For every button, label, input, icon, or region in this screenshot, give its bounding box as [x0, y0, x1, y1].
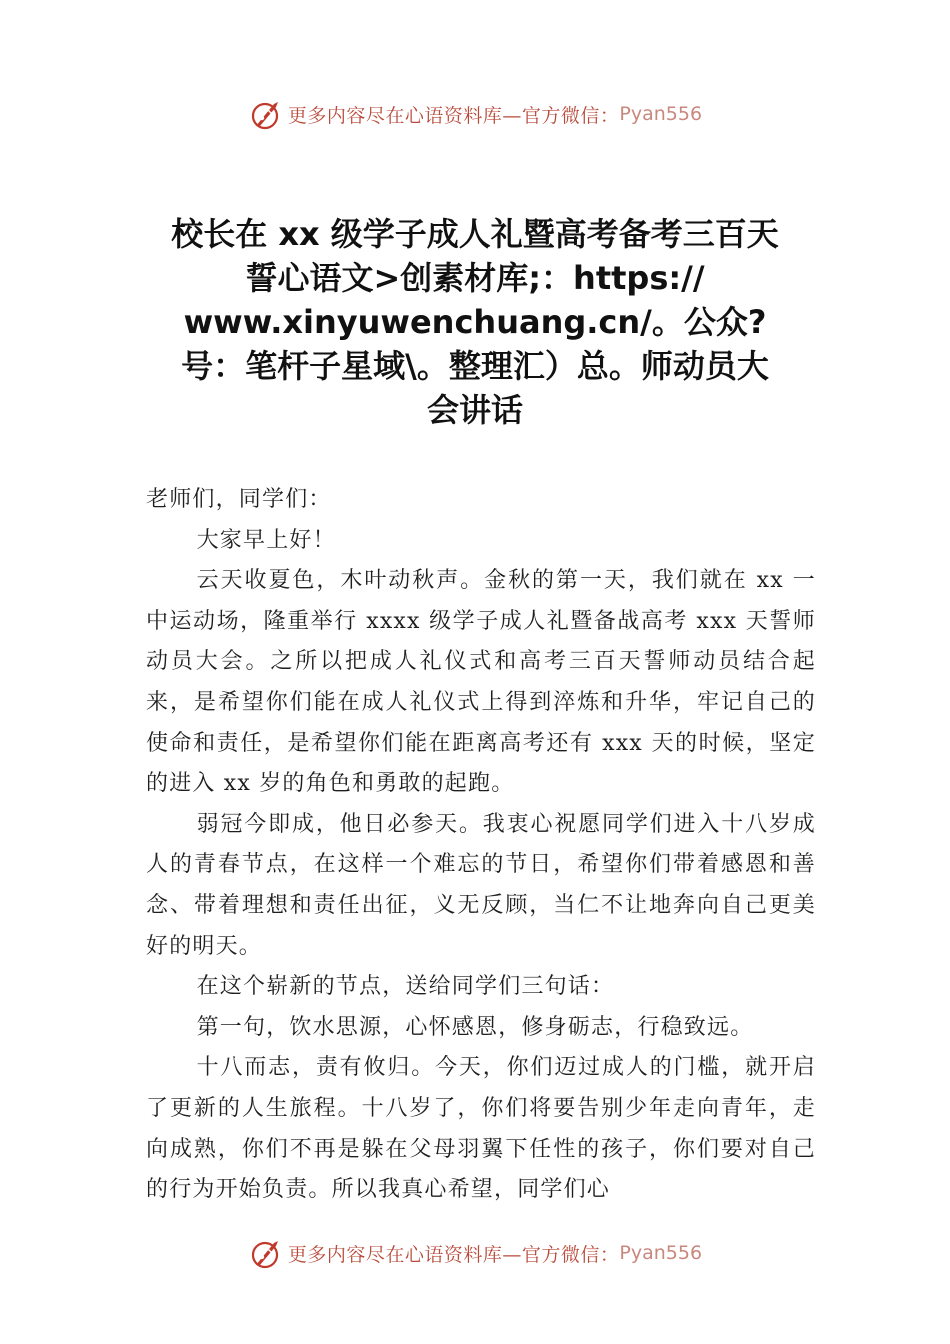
paragraph: 十八而志，责有攸归。今天，你们迈过成人的门槛，就开启了更新的人生旅程。十八岁了，你们将要告别少年走向青年，走向成熟，你们不再是躲在父母羽翼下任性的孩子，你们要对自己的行为开始负责。所以我真心希望，同学们心: [146, 1055, 816, 1203]
paragraph: 弱冠今即成，他日必参天。我衷心祝愿同学们进入十八岁成人的青春节点，在这样一个难忘的节日，希望你们带着感恩和善念、带着理想和责任出征，义无反顾，当仁不让地奔向自己更美好的明天。: [146, 811, 816, 959]
paragraph: 在这个崭新的节点，送给同学们三句话：: [196, 974, 615, 1000]
title-line: 号：笔杆子星域\。整理汇）总。师动员大: [181, 347, 769, 385]
document-title: [120, 212, 830, 432]
footer-banner: [0, 1233, 950, 1273]
banner-contact: Pyan556: [619, 1242, 703, 1264]
banner-contact: Pyan556: [619, 103, 703, 125]
paragraph: 第一句，饮水思源，心怀感恩，修身砺志，行稳致远。: [196, 1014, 754, 1040]
quill-pen-logo-icon: [248, 96, 284, 132]
banner-text: 更多内容尽在心语资料库—官方微信：: [287, 1243, 620, 1266]
document-body: [146, 480, 816, 1211]
title-line: 校长在 xx 级学子成人礼暨高考备考三百天: [171, 215, 779, 253]
header-banner: [0, 94, 950, 134]
banner-text: 更多内容尽在心语资料库—官方微信：: [287, 104, 620, 127]
quill-pen-logo-icon: [248, 1235, 284, 1271]
title-line: www.xinyuwenchuang.cn/。公众?: [183, 303, 767, 341]
salutation: 老师们，同学们：: [146, 487, 332, 512]
greeting: 大家早上好！: [196, 527, 336, 553]
title-line: 会讲话: [426, 391, 523, 429]
title-line: 誓心语文>创素材库;：https://: [245, 259, 705, 297]
paragraph: 云天收夏色，木叶动秋声。金秋的第一天，我们就在 xx 一中运动场，隆重举行 xxxx 级学子成人礼暨备战高考 xxx 天誓师动员大会。之所以把成人礼仪式和高考三百天誓师动员结合起来，是希望你们能在成人礼仪式上得到淬炼和升华，牢记自己的使命和责任，是希望你们能在距离高考还有 xxx 天的时候，坚定的进入 xx 岁的角色和勇敢的起跑。: [146, 568, 816, 797]
